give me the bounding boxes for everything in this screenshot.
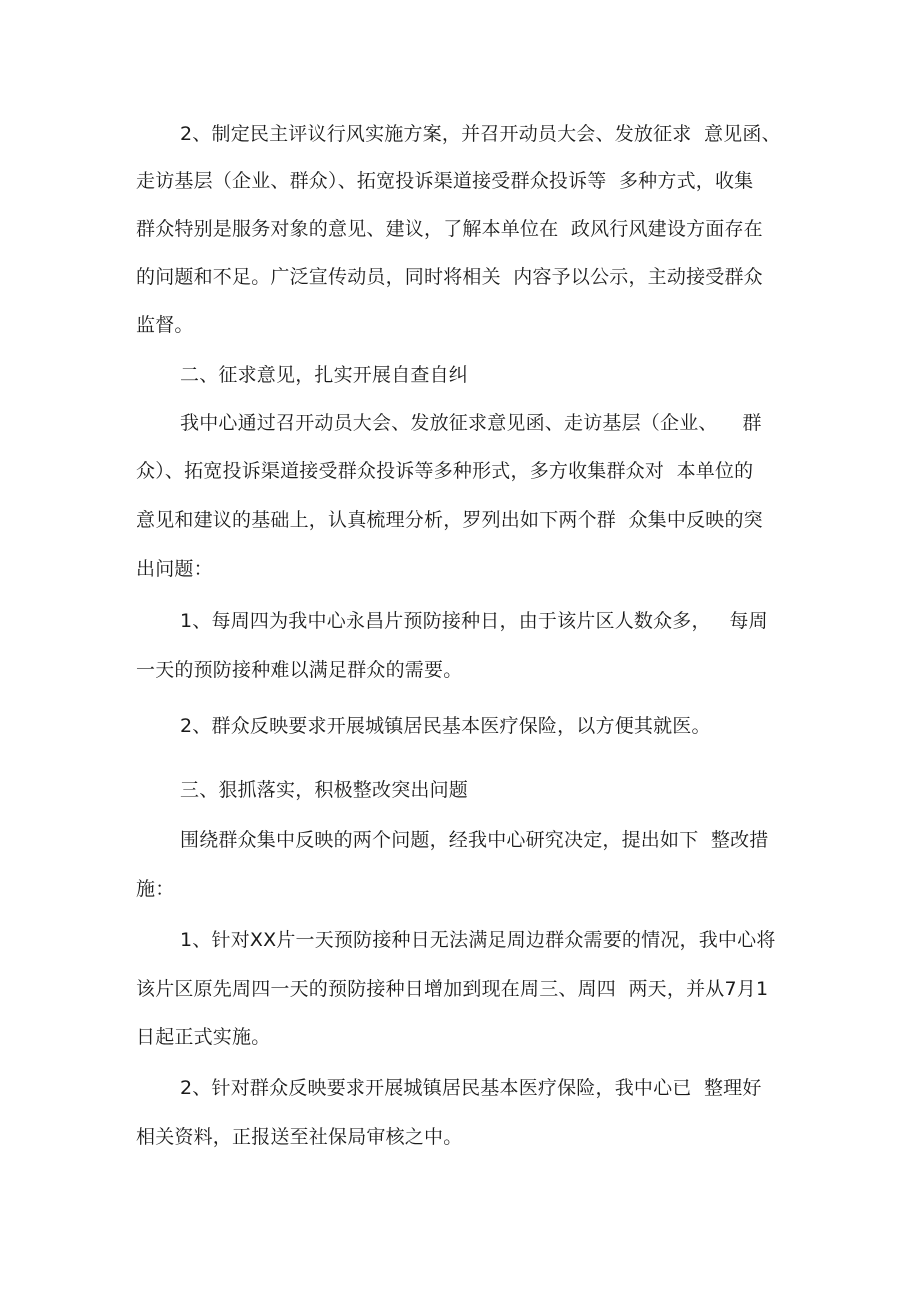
paragraph-line: 走访基层（企业、群众）、拓宽投诉渠道接受群众投诉等 多种方式，收集 bbox=[136, 170, 754, 192]
paragraph-line: 我中心通过召开动员大会、发放征求意见函、走访基层（企业、 群 bbox=[180, 412, 762, 434]
paragraph-line: 意见和建议的基础上，认真梳理分析，罗列出如下两个群 众集中反映的突 bbox=[136, 509, 763, 531]
paragraph-line: 施： bbox=[136, 878, 175, 900]
paragraph-line: 日起正式实施。 bbox=[136, 1026, 271, 1048]
section-heading: 二、征求意见，扎实开展自查自纠 bbox=[180, 364, 469, 386]
paragraph-line: 的问题和不足。广泛宣传动员，同时将相关 内容予以公示，主动接受群众 bbox=[136, 266, 763, 288]
paragraph-line: 群众特别是服务对象的意见、建议，了解本单位在 政风行风建设方面存在 bbox=[136, 218, 763, 240]
paragraph-line: 一天的预防接种难以满足群众的需要。 bbox=[136, 659, 463, 681]
paragraph-line: 1、每周四为我中心永昌片预防接种日，由于该片区人数众多， 每周 bbox=[180, 610, 768, 632]
section-heading: 三、狠抓落实，积极整改突出问题 bbox=[180, 779, 469, 801]
paragraph-line: 1、针对XX片一天预防接种日无法满足周边群众需要的情况，我中心将 bbox=[180, 929, 776, 951]
paragraph-line: 2、针对群众反映要求开展城镇居民基本医疗保险，我中心已 整理好 bbox=[180, 1077, 762, 1099]
paragraph-line: 出问题： bbox=[136, 558, 213, 580]
paragraph-line: 监督。 bbox=[136, 314, 194, 336]
paragraph-line: 该片区原先周四一天的预防接种日增加到现在周三、周四 两天，并从7月1 bbox=[136, 978, 769, 1000]
paragraph-line: 2、群众反映要求开展城镇居民基本医疗保险，以方便其就医。 bbox=[180, 715, 711, 737]
paragraph-line: 众）、拓宽投诉渠道接受群众投诉等多种形式，多方收集群众对 本单位的 bbox=[136, 460, 754, 482]
paragraph-line: 2、制定民主评议行风实施方案，并召开动员大会、发放征求 意见函、 bbox=[180, 123, 781, 145]
paragraph-line: 围绕群众集中反映的两个问题，经我中心研究决定，提出如下 整改措 bbox=[180, 829, 769, 851]
paragraph-line: 相关资料，正报送至社保局审核之中。 bbox=[136, 1126, 463, 1148]
